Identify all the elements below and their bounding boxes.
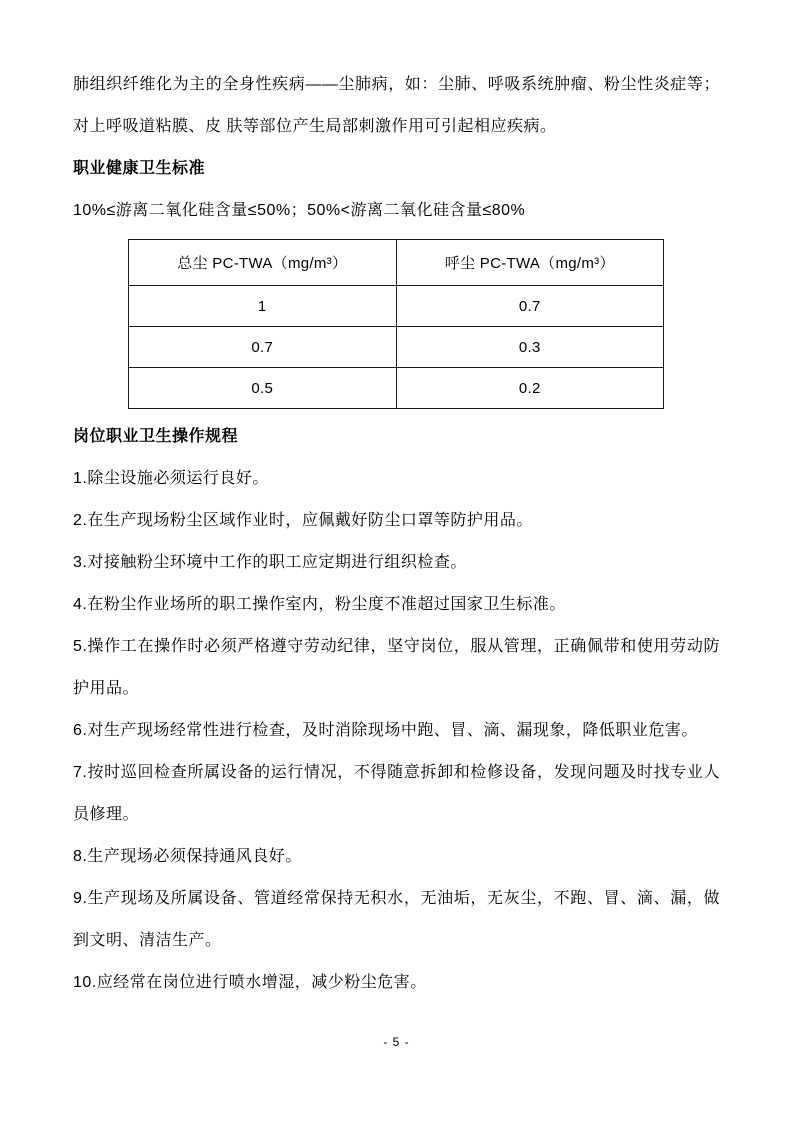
table-row (129, 327, 664, 368)
procedure-item-5: 5.操作工在操作时必须严格遵守劳动纪律，坚守岗位，服从管理，正确佩带和使用劳动防护用品。 (73, 638, 720, 697)
procedure-item-4: 4.在粉尘作业场所的职工操作室内，粉尘度不准超过国家卫生标准。 (73, 596, 566, 613)
table-cell-total-dust-value: 0.5 (129, 368, 397, 409)
table-row (129, 368, 664, 409)
page-number: - 5 - (383, 1035, 410, 1049)
table-cell-respirable-dust-value: 0.7 (396, 286, 664, 327)
table-cell-respirable-dust-value: 0.2 (396, 368, 664, 409)
procedure-item-10: 10.应经常在岗位进行喷水增湿，减少粉尘危害。 (73, 974, 427, 991)
procedure-item-9: 9.生产现场及所属设备、管道经常保持无积水，无油垢，无灰尘，不跑、冒、滴、漏，做到文明、清洁生产。 (73, 890, 720, 949)
table-header-row (129, 240, 664, 286)
table-cell-respirable-dust-value: 0.3 (396, 327, 664, 368)
table-cell-total-dust-value: 1 (129, 286, 397, 327)
procedure-item-1: 1.除尘设施必须运行良好。 (73, 470, 269, 487)
section-heading-health-standard: 职业健康卫生标准 (73, 160, 206, 177)
table-header-respirable-dust: 呼尘 PC-TWA（mg/m³） (396, 240, 664, 286)
procedure-item-7: 7.按时巡回检查所属设备的运行情况，不得随意拆卸和检修设备，发现问题及时找专业人员修理。 (73, 764, 720, 823)
table-row (129, 286, 664, 327)
pc-twa-table (128, 239, 664, 409)
table-cell-total-dust-value: 0.7 (129, 327, 397, 368)
intro-paragraph: 肺组织纤维化为主的全身性疾病——尘肺病，如：尘肺、呼吸系统肿瘤、粉尘性炎症等；对上呼吸道粘膜、皮 肤等部位产生局部刺激作用可引起相应疾病。 (73, 76, 720, 135)
silica-content-range-line: 10%≤游离二氧化硅含量≤50%；50%<游离二氧化硅含量≤80% (73, 202, 526, 219)
table-header-total-dust: 总尘 PC-TWA（mg/m³） (129, 240, 397, 286)
section-heading-operating-procedures: 岗位职业卫生操作规程 (73, 428, 239, 445)
procedure-item-3: 3.对接触粉尘环境中工作的职工应定期进行组织检查。 (73, 554, 467, 571)
procedure-item-2: 2.在生产现场粉尘区域作业时，应佩戴好防尘口罩等防护用品。 (73, 512, 533, 529)
procedure-item-8: 8.生产现场必须保持通风良好。 (73, 848, 302, 865)
procedure-item-6: 6.对生产现场经常性进行检查，及时消除现场中跑、冒、滴、漏现象，降低职业危害。 (73, 722, 698, 739)
